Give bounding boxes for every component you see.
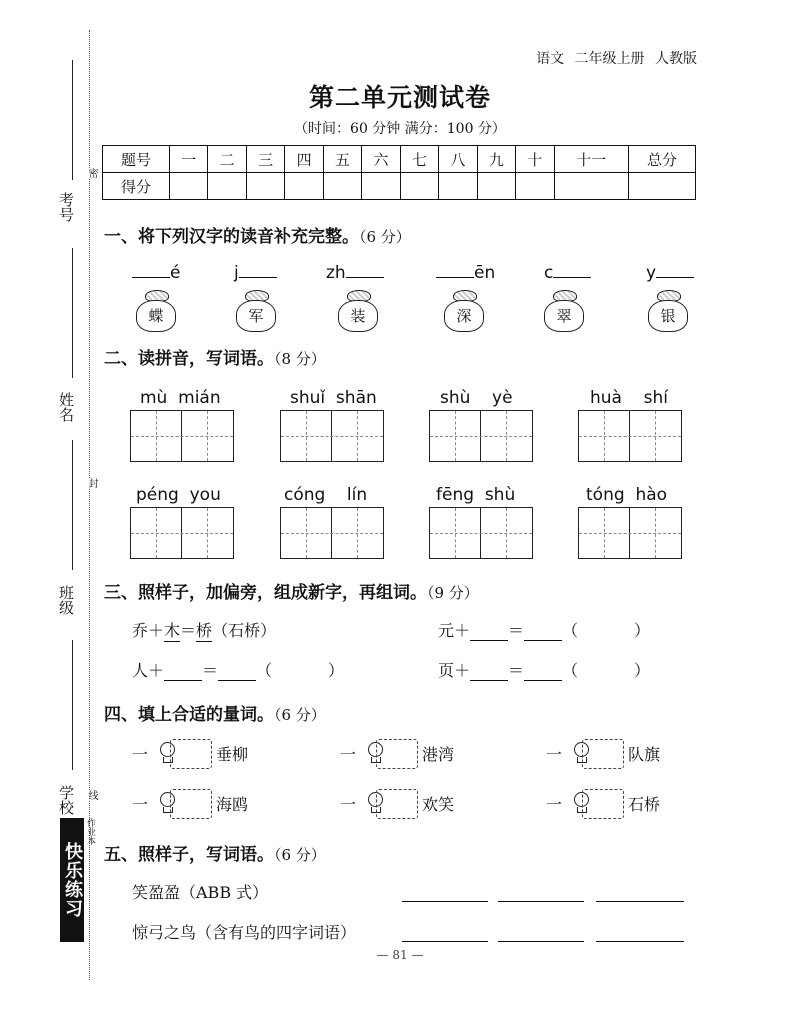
score-cell[interactable] <box>285 173 323 200</box>
section-title-text: 一、将下列汉字的读音补充完整。 <box>104 227 359 247</box>
table-cell: 四 <box>285 146 323 173</box>
answer-line[interactable] <box>498 940 584 942</box>
measure-one: 一 <box>132 745 149 764</box>
question-number-row <box>103 146 696 173</box>
name-line <box>72 248 73 378</box>
table-cell: 题号 <box>103 146 170 173</box>
answer-line[interactable] <box>402 940 488 942</box>
noun-word: 垂柳 <box>216 745 249 764</box>
section-title-text: 四、填上合适的量词。 <box>104 705 274 725</box>
answer-line[interactable] <box>402 900 488 902</box>
example-new-char: 桥 <box>196 618 212 642</box>
table-cell: 得分 <box>103 173 170 200</box>
pinyin-blank[interactable] <box>553 276 591 278</box>
pinyin-text: zh <box>326 263 346 283</box>
score-cell[interactable] <box>554 173 628 200</box>
pouch-char: 翠 <box>544 300 584 332</box>
section-3-title <box>104 578 479 603</box>
question-line <box>132 658 344 681</box>
pouch-char: 装 <box>338 300 378 332</box>
pouch-icon <box>136 290 176 334</box>
score-cell[interactable] <box>208 173 246 200</box>
question-char: 人＋ <box>132 661 165 680</box>
question-line <box>438 658 650 681</box>
example-word: （石桥） <box>212 621 277 640</box>
section-points: （8 分） <box>274 350 326 368</box>
score-cell[interactable] <box>246 173 284 200</box>
writing-grid[interactable] <box>578 410 682 462</box>
score-cell[interactable] <box>362 173 400 200</box>
pouch-char: 蝶 <box>136 300 176 332</box>
table-cell: 五 <box>323 146 361 173</box>
pinyin-blank[interactable] <box>239 276 277 278</box>
paren-close: ） <box>634 661 651 680</box>
measure-word-box[interactable] <box>582 789 624 819</box>
pinyin-item <box>544 263 591 283</box>
score-cell[interactable] <box>439 173 477 200</box>
page-title: 第二单元测试卷 <box>308 83 491 112</box>
score-row <box>103 173 696 200</box>
seal-mark-xian: 线 <box>86 790 97 800</box>
section-title-text: 三、照样子，加偏旁，组成新字，再组词。 <box>104 583 427 603</box>
answer-blank[interactable] <box>470 621 508 641</box>
writing-grid[interactable] <box>578 507 682 559</box>
paren-open: （ <box>562 661 579 680</box>
school-line <box>72 640 73 770</box>
measure-word-box[interactable] <box>376 789 418 819</box>
measure-word-box[interactable] <box>170 789 212 819</box>
pinyin-prompt: péng you <box>136 485 221 505</box>
measure-word-box[interactable] <box>376 739 418 769</box>
equals-sign: ＝ <box>508 621 525 640</box>
writing-grid[interactable] <box>429 507 533 559</box>
pinyin-item <box>234 263 277 283</box>
score-cell[interactable] <box>400 173 438 200</box>
equals-sign: ＝ <box>508 661 525 680</box>
table-cell: 二 <box>208 146 246 173</box>
question-prompt: 惊弓之鸟（含有鸟的四字词语） <box>132 923 357 942</box>
school-label: 学校 <box>57 785 75 815</box>
writing-grid[interactable] <box>280 507 384 559</box>
score-cell[interactable] <box>629 173 696 200</box>
example-radical: 木 <box>164 618 180 642</box>
pouch-char: 银 <box>648 300 688 332</box>
pinyin-prompt: cóng lín <box>284 485 368 505</box>
example-line <box>132 618 276 642</box>
measure-word-box[interactable] <box>170 739 212 769</box>
brand-logo-sub: 作业本 <box>85 818 95 845</box>
score-table <box>102 145 696 200</box>
paren-close: ） <box>634 621 651 640</box>
table-cell: 七 <box>400 146 438 173</box>
noun-word: 港湾 <box>422 745 455 764</box>
pinyin-text: j <box>234 263 239 283</box>
paren-open: （ <box>562 621 579 640</box>
section-title-text: 二、读拼音，写词语。 <box>104 349 274 369</box>
section-1-title <box>104 222 411 247</box>
pinyin-item <box>436 263 495 283</box>
example-part: ＝ <box>180 621 197 640</box>
pinyin-text: c <box>544 263 554 283</box>
score-cell[interactable] <box>516 173 554 200</box>
pinyin-blank[interactable] <box>436 276 474 278</box>
answer-line[interactable] <box>596 940 684 942</box>
equals-sign: ＝ <box>202 661 219 680</box>
noun-word: 队旗 <box>628 745 661 764</box>
measure-one: 一 <box>546 745 563 764</box>
answer-blank[interactable] <box>164 661 202 681</box>
measure-one: 一 <box>340 745 357 764</box>
brand-logo: 快乐练习 <box>60 818 84 942</box>
class-label: 班级 <box>57 585 75 615</box>
question-char: 元＋ <box>438 621 471 640</box>
pinyin-text: y <box>646 263 657 283</box>
seal-mark-mi: 密 <box>86 168 97 178</box>
section-title-text: 五、照样子，写词语。 <box>104 845 274 865</box>
answer-line[interactable] <box>498 900 584 902</box>
pouch-char: 深 <box>444 300 484 332</box>
question-line <box>438 618 650 641</box>
writing-grid[interactable] <box>130 410 234 462</box>
section-points: （6 分） <box>274 846 326 864</box>
table-cell: 九 <box>477 146 515 173</box>
paren-close: ） <box>328 661 345 680</box>
table-cell: 六 <box>362 146 400 173</box>
section-points: （9 分） <box>427 584 479 602</box>
pinyin-prompt: mù mián <box>140 388 221 408</box>
noun-word: 石桥 <box>628 795 661 814</box>
score-cell[interactable] <box>477 173 515 200</box>
pinyin-prompt: shuǐ shān <box>290 388 377 408</box>
answer-blank[interactable] <box>524 661 562 681</box>
pinyin-prompt: tóng hào <box>586 485 668 505</box>
pouch-icon <box>444 290 484 334</box>
table-cell: 十一 <box>554 146 628 173</box>
answer-blank[interactable] <box>524 621 562 641</box>
measure-word-box[interactable] <box>582 739 624 769</box>
noun-word: 欢笑 <box>422 795 455 814</box>
measure-one: 一 <box>340 795 357 814</box>
table-cell: 总分 <box>629 146 696 173</box>
score-cell[interactable] <box>323 173 361 200</box>
question-char: 页＋ <box>438 661 471 680</box>
pinyin-item <box>132 263 180 283</box>
pinyin-blank[interactable] <box>656 276 694 278</box>
answer-blank[interactable] <box>470 661 508 681</box>
pouch-icon <box>236 290 276 334</box>
measure-one: 一 <box>132 795 149 814</box>
pinyin-blank[interactable] <box>132 276 170 278</box>
section-points: （6 分） <box>359 228 411 246</box>
pouch-icon <box>648 290 688 334</box>
exam-time-score: （时间：60 分钟 满分：100 分） <box>294 121 506 137</box>
paren-open: （ <box>256 661 273 680</box>
pinyin-item <box>326 263 384 283</box>
pinyin-prompt: shù yè <box>440 388 513 408</box>
writing-grid[interactable] <box>130 507 234 559</box>
table-cell: 八 <box>439 146 477 173</box>
page-number: — 81 — <box>376 948 424 962</box>
subject-info: 语文 二年级上册 人教版 <box>536 51 697 67</box>
name-label: 姓名 <box>57 392 75 422</box>
seal-mark-feng: 封 <box>86 478 97 488</box>
pinyin-blank[interactable] <box>346 276 384 278</box>
pouch-icon <box>338 290 378 334</box>
table-cell: 十 <box>516 146 554 173</box>
score-cell[interactable] <box>170 173 208 200</box>
pouch-icon <box>544 290 584 334</box>
section-points: （6 分） <box>274 706 326 724</box>
noun-word: 海鸥 <box>216 795 249 814</box>
table-cell: 三 <box>246 146 284 173</box>
pinyin-prompt: huà shí <box>590 388 668 408</box>
question-prompt: 笑盈盈（ABB 式） <box>132 883 269 902</box>
section-4-title <box>104 700 326 725</box>
section-2-title <box>104 344 326 369</box>
class-line <box>72 440 73 570</box>
pinyin-prompt: fēng shù <box>436 485 516 505</box>
pinyin-text: é <box>170 263 181 283</box>
writing-grid[interactable] <box>280 410 384 462</box>
pouch-char: 军 <box>236 300 276 332</box>
measure-one: 一 <box>546 795 563 814</box>
table-cell: 一 <box>170 146 208 173</box>
pinyin-item <box>646 263 694 283</box>
answer-blank[interactable] <box>218 661 256 681</box>
answer-line[interactable] <box>596 900 684 902</box>
pinyin-text: ēn <box>474 263 496 283</box>
example-part: 乔＋ <box>132 621 165 640</box>
exam-number-label: 考号 <box>57 192 75 222</box>
section-5-title <box>104 840 326 865</box>
writing-grid[interactable] <box>429 410 533 462</box>
